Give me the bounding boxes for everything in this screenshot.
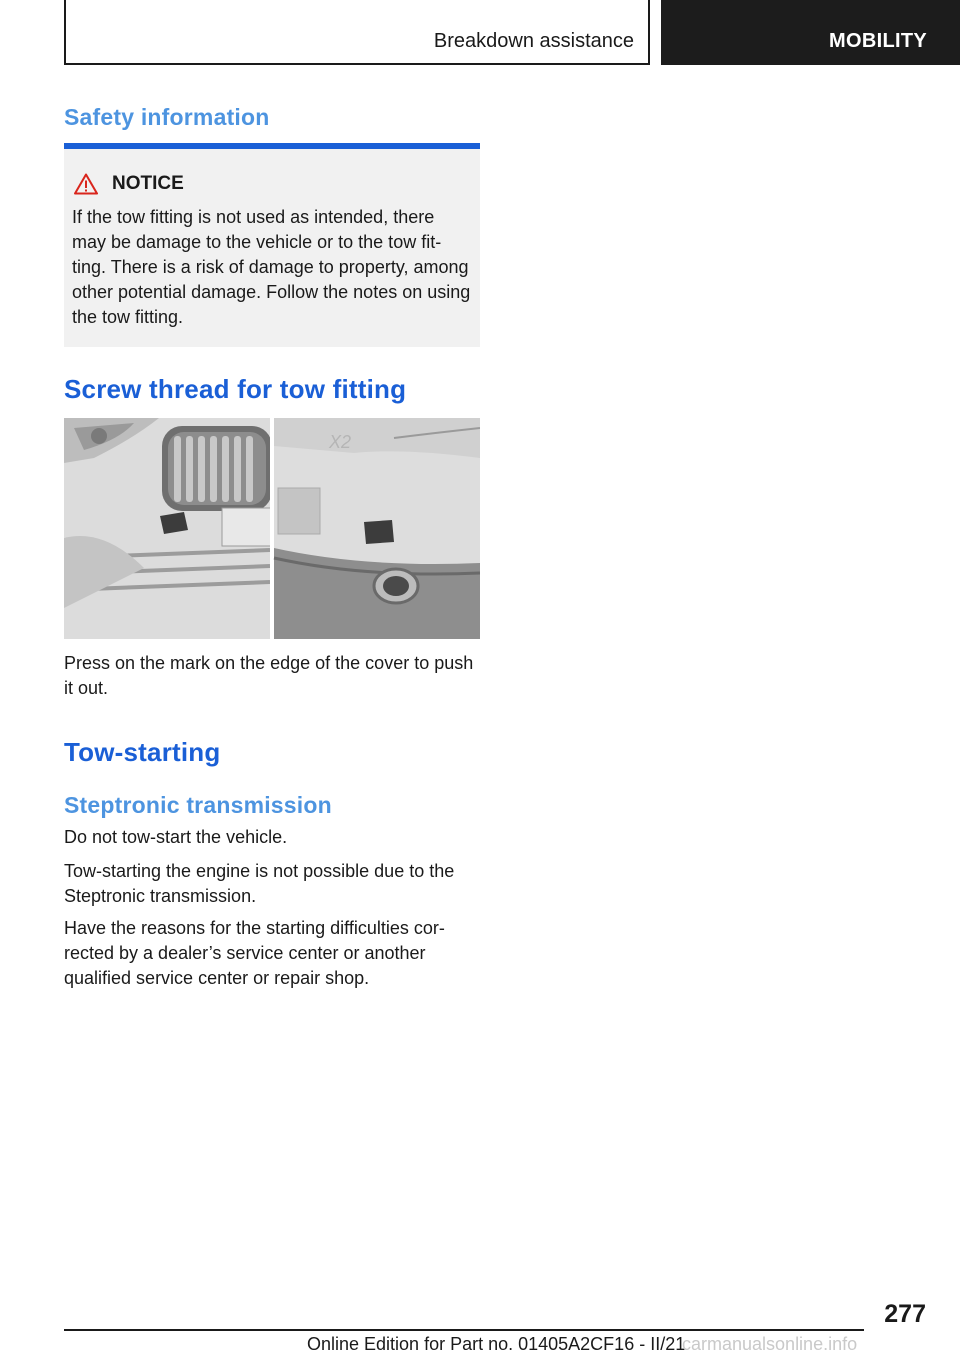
header-section-tab — [64, 0, 650, 65]
footer-watermark: carmanualsonline.info — [682, 1334, 858, 1354]
header-chapter-tab — [661, 0, 960, 65]
notice-text: If the tow fitting is not used as intended, there may be damage to the vehicle or to the tow fit-ting. There is a risk of damage to property, among other potential damage. Follow the notes on using the tow fitting. — [72, 207, 471, 327]
header-section-title: Breakdown assistance — [433, 30, 634, 52]
tow-fitting-caption: Press on the mark on the edge of the cover to push it out. — [64, 653, 474, 698]
tow-fitting-illustration — [64, 418, 480, 639]
footer-edition: Online Edition for Part no. 01405A2CF16 - II/21 — [307, 1334, 686, 1354]
notice-header — [74, 173, 184, 195]
warning-triangle-icon — [74, 173, 98, 195]
footer-divider — [64, 1329, 864, 1331]
notice-label: NOTICE — [112, 173, 184, 194]
tow-starting-paragraph: Tow-starting the engine is not possible due to the Steptronic transmission. — [64, 861, 455, 906]
model-badge-decor: X2 — [329, 432, 352, 452]
tow-starting-heading: Tow-starting — [64, 737, 221, 767]
safety-heading: Safety information — [64, 104, 270, 130]
screw-thread-heading: Screw thread for tow fitting — [64, 374, 407, 404]
tow-fitting-illustration-drawing — [64, 418, 480, 639]
page-number: 277 — [884, 1300, 926, 1328]
tow-starting-paragraph: Have the reasons for the starting difficulties cor-rected by a dealer’s service center or another qualified service center or repair shop. — [64, 918, 445, 988]
notice-box — [64, 143, 480, 347]
tow-starting-paragraph: Do not tow-start the vehicle. — [64, 827, 288, 847]
header-chapter-title: MOBILITY — [829, 30, 927, 52]
steptronic-subheading: Steptronic transmission — [64, 792, 332, 818]
